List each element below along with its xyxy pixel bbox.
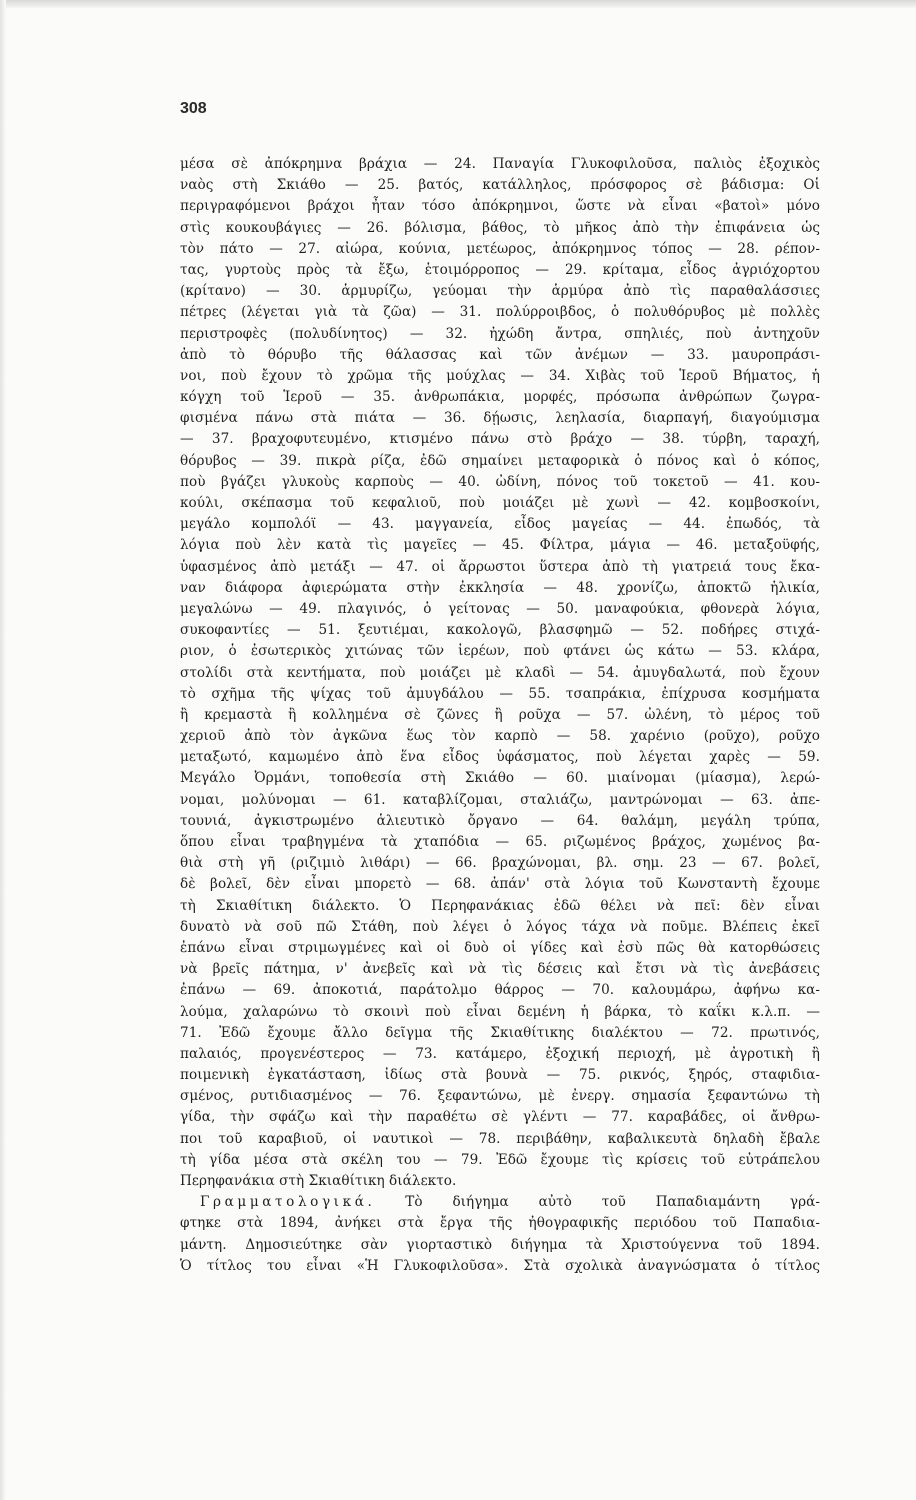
- text-line: περιστροφὲς (πολυδίνητος) — 32. ἠχώδη ἄντρα, σπηλιές, ποὺ ἀντηχοῦν: [180, 325, 820, 342]
- paragraph-body: [180, 1213, 820, 1277]
- text-line: 71. Ἐδῶ ἔχουμε ἄλλο δεῖγμα τῆς Σκιαθίτικης διαλέκτου — 72. πρωτινός,: [180, 1024, 820, 1041]
- text-line: λούμα, χαλαρώνω τὸ σκοινὶ ποὺ εἶναι δεμένη ἡ βάρκα, τὸ καΐκι κ.λ.π. —: [180, 1003, 820, 1020]
- text-line: λόγια ποὺ λὲν κατὰ τὶς μαγεῖες — 45. Φίλτρα, μάγια — 46. μεταξοϋφής,: [180, 537, 820, 554]
- text-line: νὰ βρεῖς πάτημα, ν' ἀνεβεῖς καὶ νὰ τὶς δέσεις καὶ ἔτσι νὰ τὶς ἀνεβάσεις: [180, 961, 820, 978]
- text-line: περιγραφόμενοι βράχοι ἦταν τόσο ἀπόκρημνοι, ὥστε νὰ εἶναι «βατοὶ» μόνο: [180, 198, 820, 215]
- paragraph-first-line: [180, 1192, 820, 1213]
- scan-edge-left: [0, 0, 6, 1500]
- text-line: φτηκε στὰ 1894, ἀνήκει στὰ ἔργα τῆς ἠθογραφικῆς περιόδου τοῦ Παπαδια-: [180, 1215, 820, 1232]
- text-line: Ὁ τίτλος του εἶναι «Ἡ Γλυκοφιλοῦσα». Στὰ σχολικὰ ἀναγνώσματα ὁ τίτλος: [180, 1257, 820, 1274]
- text-line: μεγάλο κομπολόϊ — 43. μαγγανεία, εἶδος μαγείας — 44. ἐπωδός, τὰ: [180, 516, 820, 533]
- text-line: πέτρες (λέγεται γιὰ τὰ ζῶα) — 31. πολύρροιβδος, ὁ πολυθόρυβος μὲ πολλὲς: [180, 304, 820, 321]
- text-line: μέσα σὲ ἀπόκρημνα βράχια — 24. Παναγία Γλυκοφιλοῦσα, παλιὸς ἐξοχικὸς: [180, 156, 820, 172]
- text-line: κόγχη τοῦ Ἱεροῦ — 35. ἀνθρωπάκια, μορφές, πρόσωπα ἀνθρώπων ζωγρα-: [180, 389, 820, 406]
- page-body: [180, 154, 820, 1277]
- text-line: γίδα, τὴν σφάζω καὶ τὴν παραθέτω σὲ γλέντι — 77. καραβάδες, οἱ ἄνθρω-: [180, 1109, 820, 1126]
- text-line: δυνατὸ νὰ σοῦ πῶ Στάθη, ποὺ λέγει ὁ λόγος τάχα νὰ ποῦμε. Βλέπεις ἐκεῖ: [180, 918, 820, 935]
- text-line: ναν διάφορα ἀφιερώματα στὴν ἐκκλησία — 48. χρονίζω, ἀποκτῶ ἡλικία,: [180, 579, 820, 596]
- text-line: δὲ βολεῖ, δὲν εἶναι μπορετὸ — 68. ἀπάν' στὰ λόγια τοῦ Κωνσταντὴ ἔχουμε: [180, 876, 820, 893]
- text-line: παλαιός, προγενέστερος — 73. κατάμερο, ἐξοχική περιοχή, μὲ ἀγροτικὴ ἢ: [180, 1045, 820, 1062]
- text-line: μάντη. Δημοσιεύτηκε σὰν γιορταστικὸ διήγημα τὰ Χριστούγεννα τοῦ 1894.: [180, 1236, 820, 1253]
- text-line: κούλι, σκέπασμα τοῦ κεφαλιοῦ, ποὺ μοιάζει μὲ χωνὶ — 42. κομβοσκοίνι,: [180, 495, 820, 511]
- text-line: ὅπου εἶναι τραβηγμένα τὰ χταπόδια — 65. ριζωμένος βράχος, χωμένος βα-: [180, 834, 820, 850]
- text-line: μεγαλώνω — 49. πλαγινός, ὁ γείτονας — 50. μαναφούκια, φθονερὰ λόγια,: [180, 600, 820, 617]
- notes-paragraph: [180, 154, 820, 1192]
- text-line: ὑφασμένος ἀπὸ μετάξι — 47. οἱ ἄρρωστοι ὕστερα ἀπὸ τὴ γιατρειά τους ἔκα-: [180, 558, 820, 575]
- text-line: ἀπὸ τὸ θόρυβο τῆς θάλασσας καὶ τῶν ἀνέμων — 33. μαυροπράσι-: [180, 346, 820, 363]
- text-line: θιὰ στὴ γῆ (ριζιμιὸ λιθάρι) — 66. βραχώνομαι, βλ. σημ. 23 — 67. βολεῖ,: [180, 855, 820, 872]
- text-line: τουνιά, ἀγκιστρωμένο ἁλιευτικὸ ὄργανο — 64. θαλάμη, μεγάλη τρύπα,: [180, 812, 820, 829]
- text-line: Μεγάλο Ὀρμάνι, τοποθεσία στὴ Σκιάθο — 60. μιαίνομαι (μίασμα), λερώ-: [180, 770, 820, 787]
- text-line: μεταξωτό, καμωμένο ἀπὸ ἕνα εἶδος ὑφάσματος, ποὺ λέγεται χαρὲς — 59.: [180, 749, 820, 766]
- text-line: τὸ σχῆμα τῆς ψίχας τοῦ ἀμυγδάλου — 55. τσαπράκια, ἐπίχρυσα κοσμήματα: [180, 685, 820, 702]
- text-line: τὴ Σκιαθίτικη διάλεκτο. Ὁ Περηφανάκιας ἐδῶ θέλει νὰ πεῖ: δὲν εἶναι: [180, 897, 820, 914]
- text-line: ποι τοῦ καραβιοῦ, οἱ ναυτικοὶ — 78. περιβάθην, καβαλικευτὰ δηλαδὴ ἔβαλε: [180, 1130, 820, 1147]
- page-number: 308: [180, 100, 207, 117]
- text-line: — 37. βραχοφυτευμένο, κτισμένο πάνω στὸ βράχο — 38. τύρβη, ταραχή,: [180, 431, 820, 448]
- text-line: ἐπάνω εἶναι στριμωγμένες καὶ οἱ δυὸ οἱ γίδες καὶ ἐσὺ πῶς θὰ κατορθώσεις: [180, 939, 820, 956]
- text-line: νομαι, μολύνομαι — 61. καταβλίζομαι, σταλιάζω, μαντρώνομαι — 63. ἀπε-: [180, 791, 820, 808]
- text-line: τὸν πάτο — 27. αἰώρα, κούνια, μετέωρος, ἀπόκρημνος τόπος — 28. ρέπον-: [180, 240, 820, 257]
- text-line: νοι, ποὺ ἔχουν τὸ χρῶμα τῆς μούχλας — 34. Χιβὰς τοῦ Ἱεροῦ Βήματος, ἡ: [180, 367, 820, 384]
- text-line: ριον, ὁ ἐσωτερικὸς χιτώνας τῶν ἱερέων, ποὺ φτάνει ὡς κάτω — 53. κλάρα,: [180, 643, 820, 660]
- text-line: θόρυβος — 39. πικρὰ ρίζα, ἐδῶ σημαίνει μεταφορικὰ ὁ πόνος καὶ ὁ κόπος,: [180, 452, 820, 469]
- text-line: ποὺ βγάζει γλυκοὺς καρποὺς — 40. ὠδίνη, πόνος τοῦ τοκετοῦ — 41. κου-: [180, 473, 820, 490]
- text-line: Περηφανάκια στὴ Σκιαθίτικη διάλεκτο.: [180, 1173, 457, 1189]
- text-line: στὶς κουκουβάγιες — 26. βόλισμα, βάθος, τὸ μῆκος ἀπὸ τὴν ἐπιφάνεια ὡς: [180, 219, 820, 236]
- text-line: χεριοῦ ἀπὸ τὸν ἀγκῶνα ἕως τὸν καρπὸ — 58. χαρένιο (ροῦχο), ροῦχο: [180, 728, 820, 745]
- text-line: ἢ κρεμαστὰ ἢ κολλημένα σὲ ζῶνες ἢ ροῦχα — 57. ὠλένη, τὸ μέρος τοῦ: [180, 706, 820, 723]
- text-line: (κρίτανο) — 30. ἁρμυρίζω, γεύομαι τὴν ἁρμύρα ἀπὸ τὶς παραθαλάσσιες: [180, 283, 820, 300]
- scan-edge: [0, 0, 916, 8]
- paragraph-first-line-text: Τὸ διήγημα αὐτὸ τοῦ Παπαδιαμάντη γρά-: [405, 1194, 820, 1211]
- section-heading: Γραμματολογικά.: [200, 1194, 376, 1211]
- text-line: σμένος, ρυτιδιασμένος — 76. ξεφαντώνω, μὲ ἐνεργ. σημασία ξεφαντώνω τὴ: [180, 1088, 820, 1105]
- text-line: τας, γυρτοὺς πρὸς τὰ ἔξω, ἑτοιμόρροπος — 29. κρίταμα, εἶδος ἀγριόχορτου: [180, 261, 820, 278]
- text-line: ποιμενικὴ ἐγκατάσταση, ἰδίως στὰ βουνὰ — 75. ρικνός, ξηρός, σταφιδια-: [180, 1067, 820, 1084]
- text-line: ναὸς στὴ Σκιάθο — 25. βατός, κατάλληλος, πρόσφορος σὲ βάδισμα: Οἱ: [180, 177, 820, 194]
- text-line: φισμένα πάνω στὰ πιάτα — 36. δῄωσις, λεηλασία, διαρπαγή, διαγούμισμα: [180, 410, 820, 427]
- text-line: ἐπάνω — 69. ἀποκοτιά, παράτολμο θάρρος — 70. καλουμάρω, ἀφήνω κα-: [180, 982, 820, 999]
- text-line: τὴ γίδα μέσα στὰ σκέλη του — 79. Ἐδῶ ἔχουμε τὶς κρίσεις τοῦ εὐτράπελου: [180, 1151, 820, 1168]
- text-line: συκοφαντίες — 51. ξευτιέμαι, κακολογῶ, βλασφημῶ — 52. ποδήρες στιχά-: [180, 622, 820, 639]
- text-line: στολίδι στὰ κεντήματα, ποὺ μοιάζει μὲ κλαδὶ — 54. ἀμυγδαλωτά, ποὺ ἔχουν: [180, 664, 820, 681]
